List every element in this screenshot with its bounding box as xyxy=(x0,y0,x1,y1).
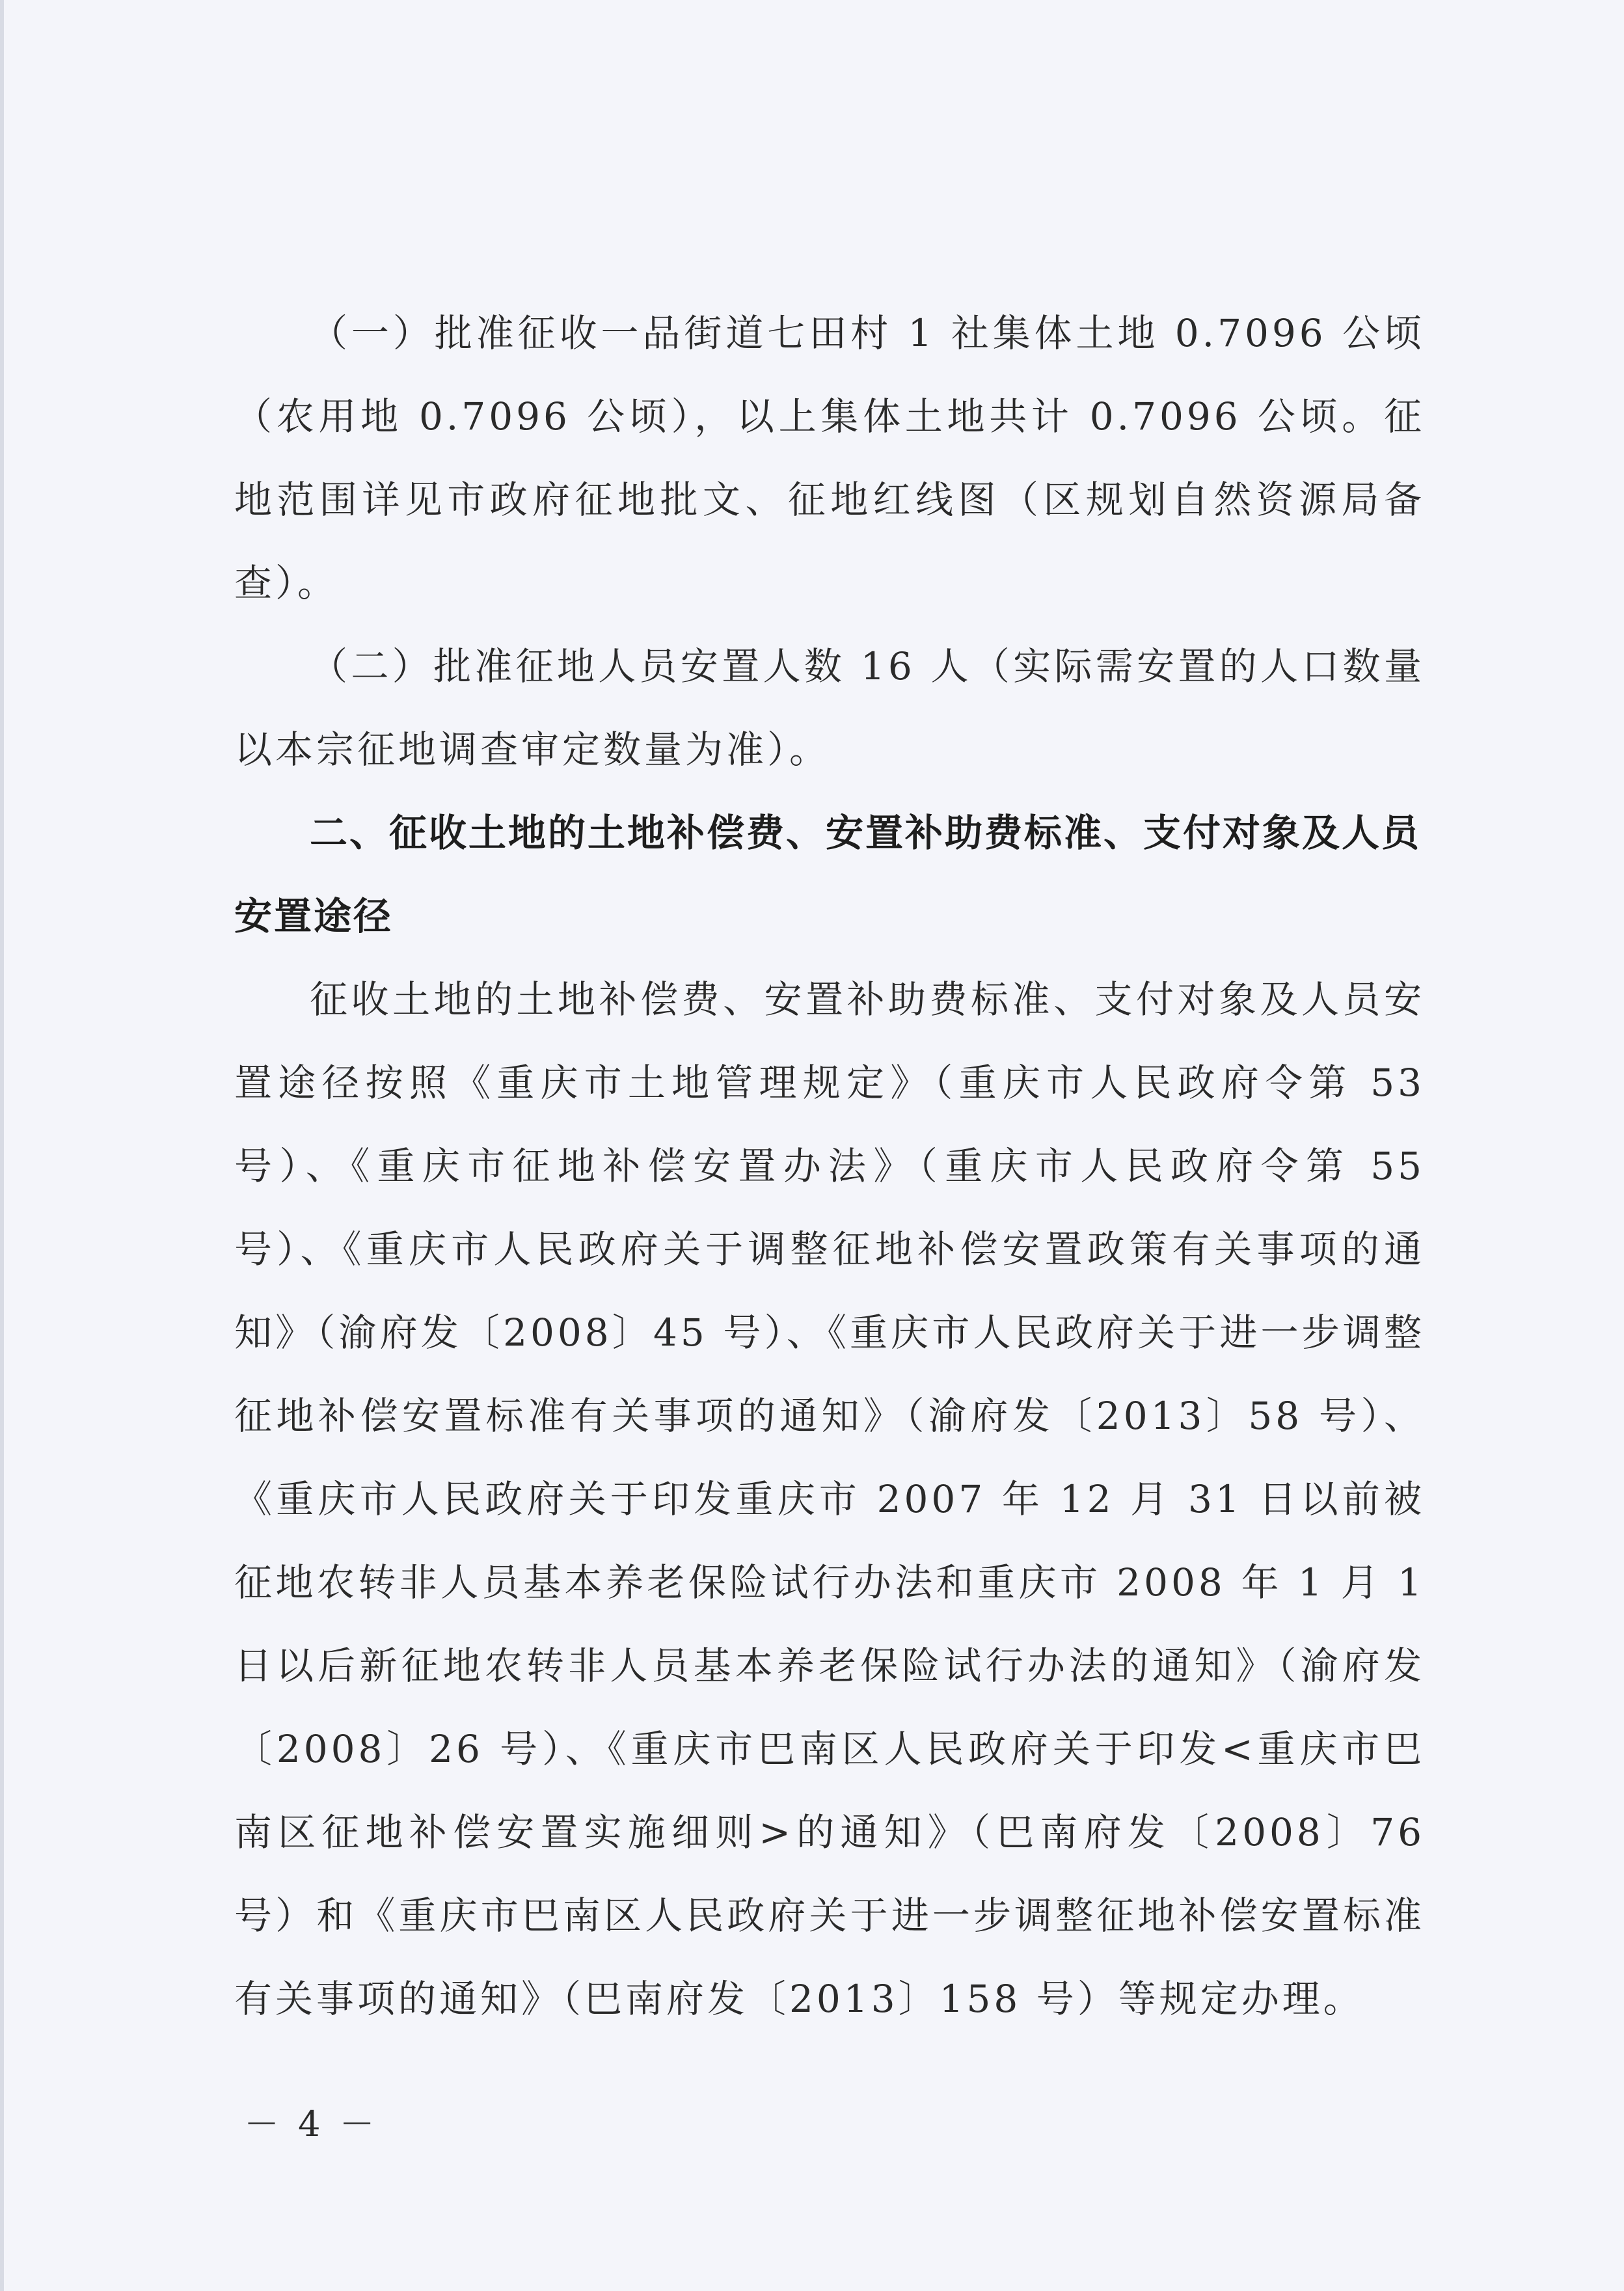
page-number: － 4 － xyxy=(244,2104,379,2145)
document-body xyxy=(234,291,1425,2040)
section-heading: 二、征收土地的土地补偿费、安置补助费标准、支付对象及人员安置途径 xyxy=(234,811,1422,938)
section-body-paragraph: 征收土地的土地补偿费、安置补助费标准、支付对象及人员安置途径按照《重庆市土地管理规定》（重庆市人民政府令第 53 号）、《重庆市征地补偿安置办法》（重庆市人民政府令第 55 号）、《重庆市人民政府关于调整征地补偿安置政策有关事项的通知》（渝府发〔2008〕45 号）、《重庆市人民政府关于进一步调整征地补偿安置标准有关事项的通知》（渝府发〔2013〕58 号）、《重庆市人民政府关于印发重庆市 2007 年 12 月 31 日以前被征地农转非人员基本养老保险试行办法和重庆市 2008 年 1 月 1 日以后新征地农转非人员基本养老保险试行办法的通知》（渝府发〔2008〕26 号）、《重庆市巴南区人民政府关于印发<重庆市巴南区征地补偿安置实施细则>的通知》（巴南府发〔2008〕76 号）和《重庆市巴南区人民政府关于进一步调整征地补偿安置标准有关事项的通知》（巴南府发〔2013〕158 号）等规定办理。 xyxy=(234,977,1425,2021)
clause-2-paragraph: （二）批准征地人员安置人数 16 人（实际需安置的人口数量以本宗征地调查审定数量为准）。 xyxy=(234,644,1425,772)
scan-edge xyxy=(0,0,4,2291)
clause-1-paragraph: （一）批准征收一品街道七田村 1 社集体土地 0.7096 公顷（农用地 0.7096 公顷），以上集体土地共计 0.7096 公顷。征地范围详见市政府征地批文、征地红线图（区规划自然资源局备查）。 xyxy=(234,311,1425,605)
